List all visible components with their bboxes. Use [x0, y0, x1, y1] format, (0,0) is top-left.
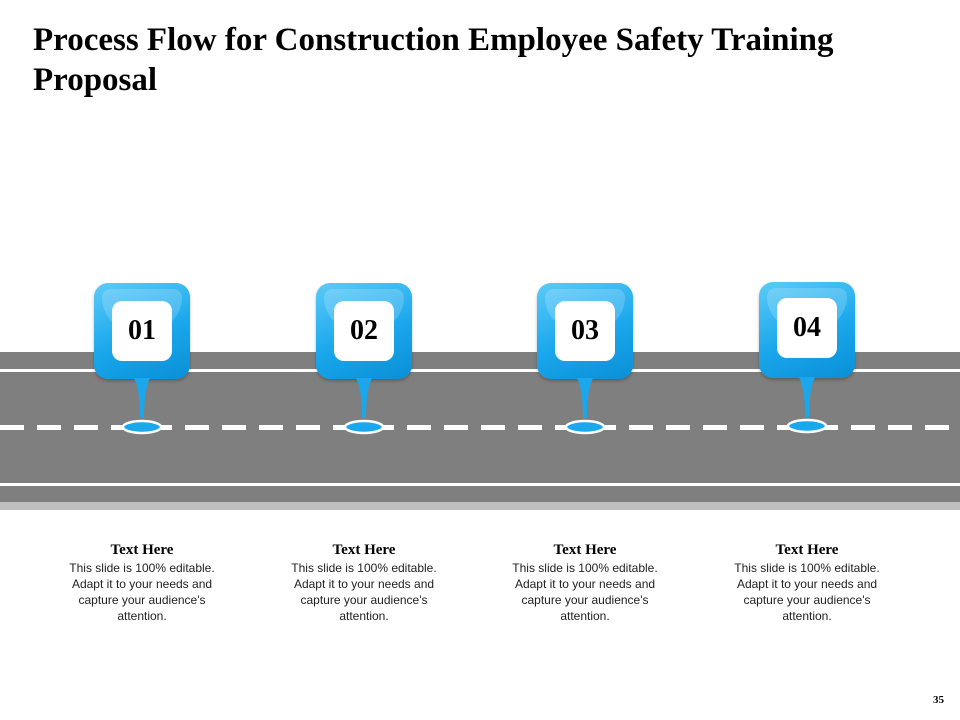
step-caption: [52, 540, 232, 624]
step-caption: [274, 540, 454, 624]
slide-title: Process Flow for Construction Employee Safety Training Proposal: [33, 22, 834, 98]
step-number: 04: [777, 298, 837, 358]
page-number: 35: [933, 694, 944, 706]
step-heading: Text Here: [775, 542, 839, 558]
pin-base-icon: [564, 419, 606, 435]
location-pin-icon: [759, 282, 855, 378]
location-pin-icon: [94, 283, 190, 379]
step-description: This slide is 100% editable. Adapt it to your needs and capture your audience's attention.: [69, 561, 215, 623]
location-pin-icon: [316, 283, 412, 379]
step-caption: [717, 540, 897, 624]
step-description: This slide is 100% editable. Adapt it to your needs and capture your audience's attention.: [734, 561, 880, 623]
pin-base-icon: [121, 419, 163, 435]
step-number: 01: [112, 301, 172, 361]
location-pin-icon: [537, 283, 633, 379]
step-heading: Text Here: [110, 542, 174, 558]
step-description: This slide is 100% editable. Adapt it to your needs and capture your audience's attention.: [291, 561, 437, 623]
step-heading: Text Here: [553, 542, 617, 558]
road-edge-line-bottom: [0, 483, 960, 486]
road-shoulder: [0, 502, 960, 510]
step-number: 03: [555, 301, 615, 361]
step-description: This slide is 100% editable. Adapt it to your needs and capture your audience's attention.: [512, 561, 658, 623]
step-heading: Text Here: [332, 542, 396, 558]
step-caption: [495, 540, 675, 624]
step-number: 02: [334, 301, 394, 361]
pin-base-icon: [343, 419, 385, 435]
pin-base-icon: [786, 418, 828, 434]
